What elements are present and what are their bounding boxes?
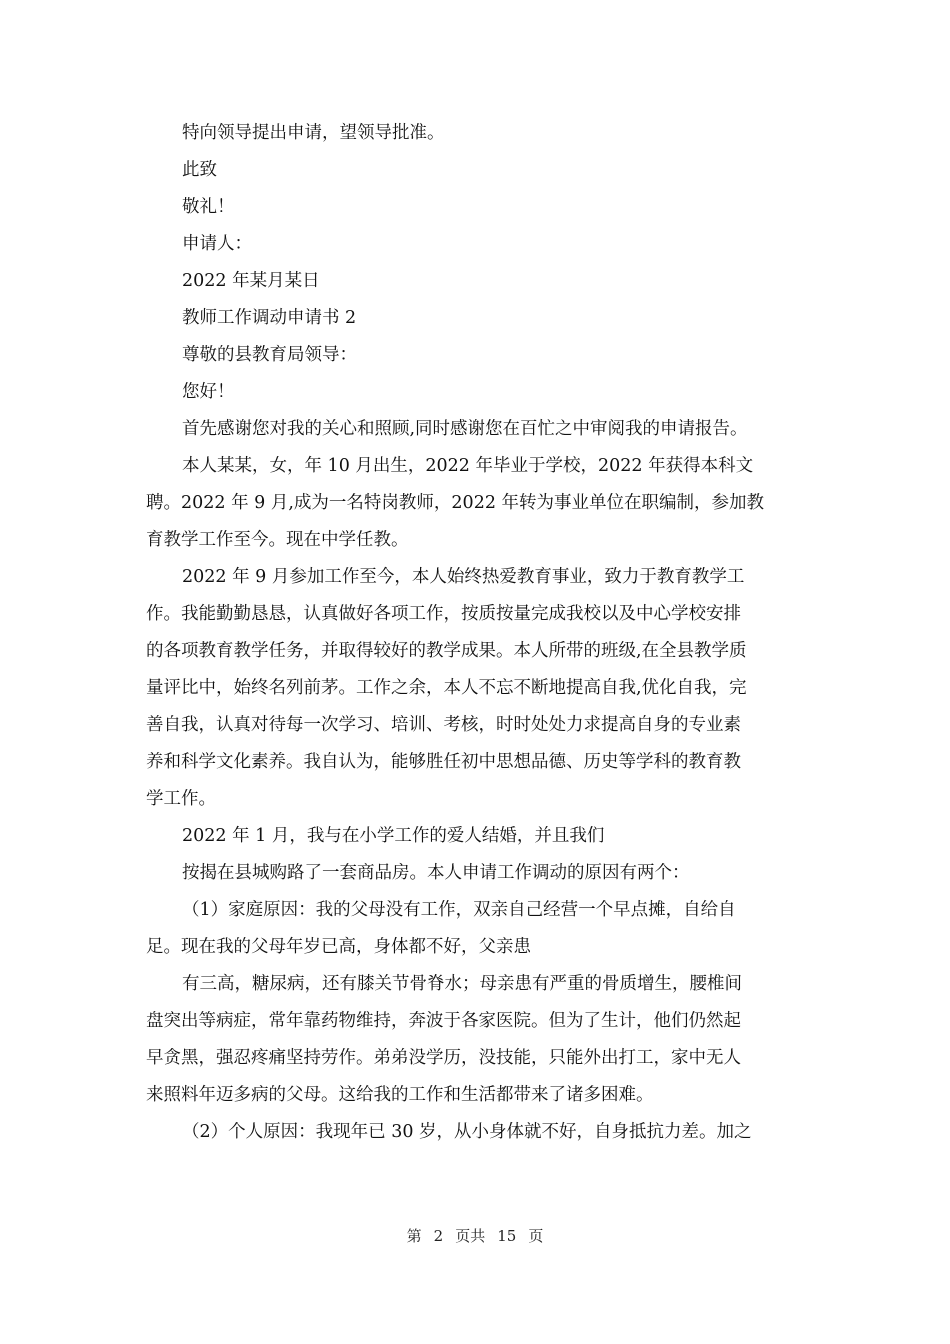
- footer-total-pages: 15: [497, 1227, 517, 1245]
- text-line: （1）家庭原因：我的父母没有工作，双亲自己经营一个早点摊，自给自: [182, 900, 736, 920]
- text-line: 此致: [182, 160, 217, 180]
- text-line: 本人某某，女，年 10 月出生，2022 年毕业于学校，2022 年获得本科文: [182, 456, 754, 476]
- text-line: 教师工作调动申请书 2: [182, 308, 357, 328]
- text-line: 作。我能勤勤恳恳，认真做好各项工作，按质按量完成我校以及中心学校安排: [146, 604, 741, 624]
- text-line: 2022 年 1 月，我与在小学工作的爱人结婚，并且我们: [182, 826, 605, 846]
- text-line: 申请人：: [182, 234, 252, 254]
- footer-prefix: 第: [406, 1227, 422, 1245]
- text-line: 育教学工作至今。现在中学任教。: [146, 530, 409, 550]
- text-line: 来照料年迈多病的父母。这给我的工作和生活都带来了诸多困难。: [146, 1085, 654, 1105]
- text-line: 的各项教育教学任务，并取得较好的教学成果。本人所带的班级,在全县教学质: [146, 641, 747, 661]
- text-line: 尊敬的县教育局领导：: [182, 345, 357, 365]
- text-line: 早贪黑，强忍疼痛坚持劳作。弟弟没学历，没技能，只能外出打工，家中无人: [146, 1048, 741, 1068]
- text-line: 2022 年某月某日: [182, 271, 320, 291]
- footer-middle: 页共: [455, 1227, 486, 1245]
- text-line: 足。现在我的父母年岁已高，身体都不好，父亲患: [146, 937, 531, 957]
- text-line: 首先感谢您对我的关心和照顾,同时感谢您在百忙之中审阅我的申请报告。: [182, 419, 748, 439]
- text-line: 聘。2022 年 9 月,成为一名特岗教师，2022 年转为事业单位在职编制，参加教: [146, 493, 765, 513]
- text-line: 善自我，认真对待每一次学习、培训、考核，时时处处力求提高自身的专业素: [146, 715, 741, 735]
- text-line: 有三高，糖尿病，还有膝关节骨脊水；母亲患有严重的骨质增生，腰椎间: [182, 974, 742, 994]
- text-line: 敬礼！: [182, 197, 235, 217]
- page-footer: [0, 1225, 950, 1246]
- text-line: （2）个人原因：我现年已 30 岁，从小身体就不好，自身抵抗力差。加之: [182, 1122, 752, 1142]
- text-line: 盘突出等病症，常年靠药物维持，奔波于各家医院。但为了生计，他们仍然起: [146, 1011, 741, 1031]
- text-line: 您好！: [182, 382, 235, 402]
- text-line: 特向领导提出申请，望领导批准。: [182, 123, 445, 143]
- text-line: 学工作。: [146, 789, 216, 809]
- text-line: 按揭在县城购路了一套商品房。本人申请工作调动的原因有两个：: [182, 863, 690, 883]
- footer-suffix: 页: [528, 1227, 544, 1245]
- text-line: 2022 年 9 月参加工作至今，本人始终热爱教育事业，致力于教育教学工: [182, 567, 745, 587]
- text-line: 量评比中，始终名列前茅。工作之余，本人不忘不断地提高自我,优化自我，完: [146, 678, 747, 698]
- document-body: [146, 115, 806, 1151]
- footer-page-number: 2: [433, 1227, 444, 1245]
- text-line: 养和科学文化素养。我自认为，能够胜任初中思想品德、历史等学科的教育教: [146, 752, 741, 772]
